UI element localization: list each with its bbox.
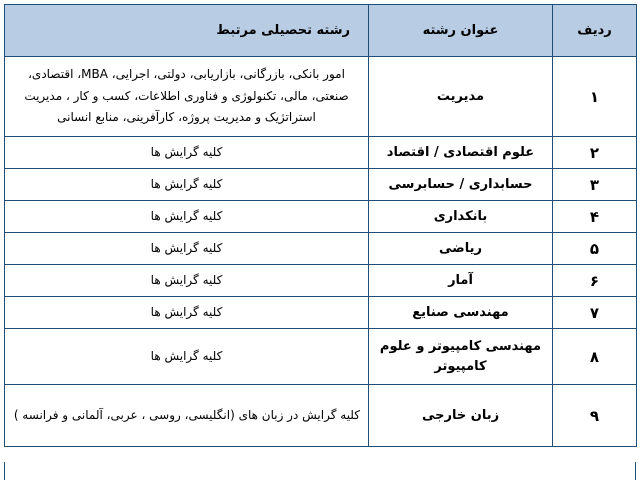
table-row <box>5 297 637 329</box>
row-number: ۵ <box>553 233 637 265</box>
row-number: ۱ <box>553 57 637 137</box>
row-related-field: کلیه گرایش ها <box>5 233 369 265</box>
table-row <box>5 169 637 201</box>
row-title: مدیریت <box>369 57 553 137</box>
header-row <box>5 5 637 57</box>
row-title: مهندسی صنایع <box>369 297 553 329</box>
table-body <box>5 57 637 447</box>
row-title: بانکداری <box>369 201 553 233</box>
row-related-field: کلیه گرایش ها <box>5 297 369 329</box>
row-title: آمار <box>369 265 553 297</box>
row-related-field: کلیه گرایش در زبان های (انگلیسی، روسی ، عربی، آلمانی و فرانسه ) <box>5 385 369 447</box>
row-title: علوم اقتصادی / اقتصاد <box>369 137 553 169</box>
table-row <box>5 201 637 233</box>
row-related-field: کلیه گرایش ها <box>5 329 369 385</box>
row-title: حسابداری / حسابرسی <box>369 169 553 201</box>
table-row <box>5 137 637 169</box>
row-related-field: کلیه گرایش ها <box>5 137 369 169</box>
row-related-field: کلیه گرایش ها <box>5 201 369 233</box>
row-number: ۷ <box>553 297 637 329</box>
table-row <box>5 329 637 385</box>
row-number: ۸ <box>553 329 637 385</box>
fields-table <box>4 4 637 447</box>
table-row <box>5 385 637 447</box>
table-row <box>5 265 637 297</box>
header-field-title: عنوان رشته <box>369 5 553 57</box>
row-related-field: کلیه گرایش ها <box>5 169 369 201</box>
row-number: ۳ <box>553 169 637 201</box>
table-row <box>5 57 637 137</box>
row-title: ریاضی <box>369 233 553 265</box>
row-title: زبان خارجی <box>369 385 553 447</box>
row-number: ۲ <box>553 137 637 169</box>
header-row-number: ردیف <box>553 5 637 57</box>
row-title: مهندسی کامپیوتر و علوم کامپیوتر <box>369 329 553 385</box>
row-related-field: کلیه گرایش ها <box>5 265 369 297</box>
row-related-field: امور بانکی، بازرگانی، بازاریابی، دولتی، اجرایی، MBA، اقتصادی، صنعتی، مالی، تکنولوژی و فناوری اطلاعات، کسب و کار ، مدیریت استراتژیک و مدیریت پروژه، کارآفرینی، منابع انسانی <box>5 57 369 137</box>
header-related-field: رشته تحصیلی مرتبط <box>5 5 369 57</box>
row-number: ۴ <box>553 201 637 233</box>
table-continuation <box>4 462 636 480</box>
row-number: ۶ <box>553 265 637 297</box>
row-number: ۹ <box>553 385 637 447</box>
table-row <box>5 233 637 265</box>
table-header <box>5 5 637 57</box>
